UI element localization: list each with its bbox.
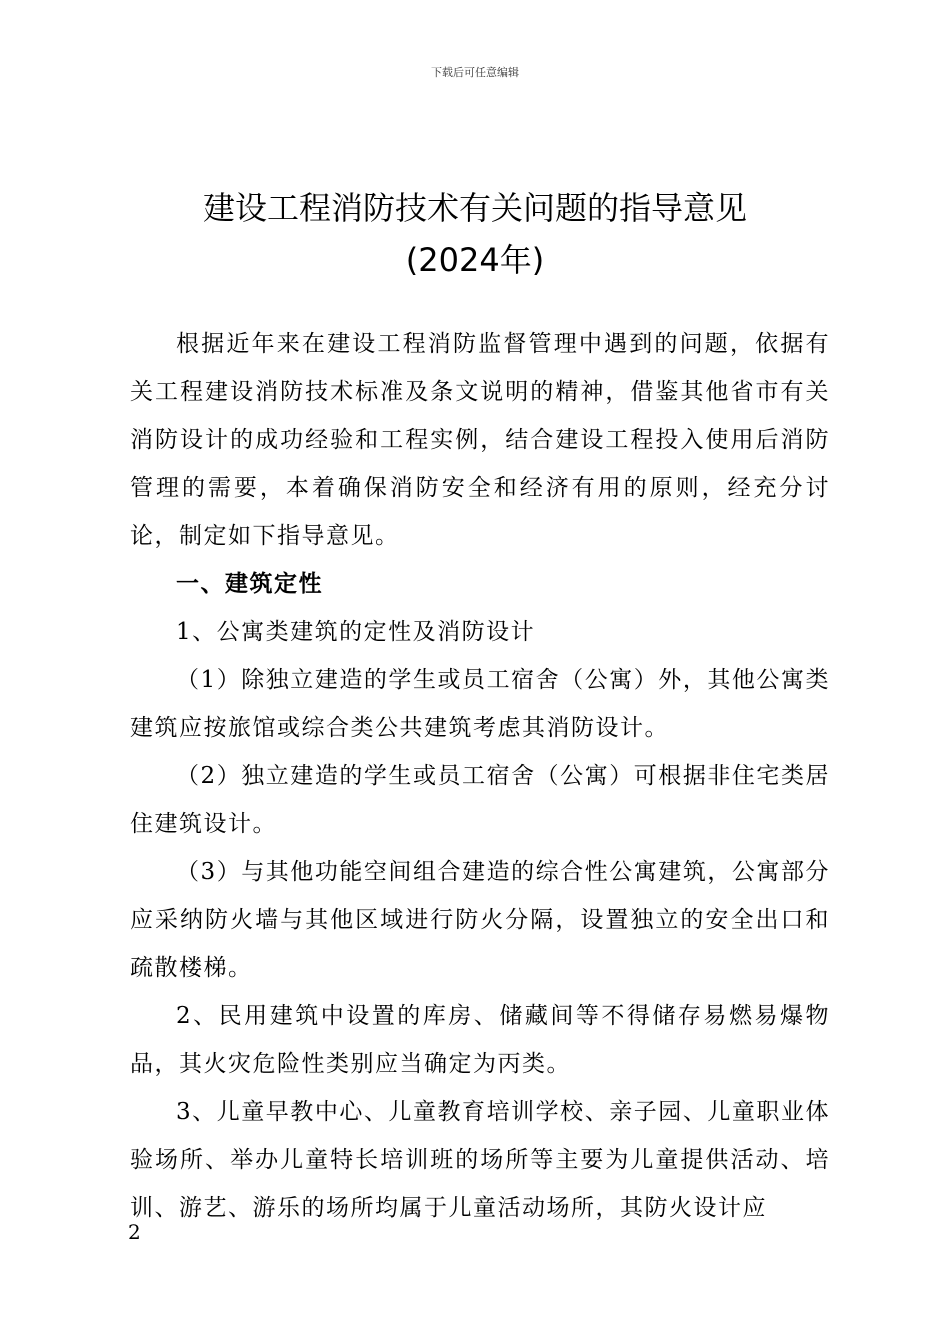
header-note: 下载后可任意编辑 [431, 66, 519, 79]
page-number: 2 [128, 1220, 141, 1244]
item-1-2-paragraph: （2）独立建造的学生或员工宿舍（公寓）可根据非住宅类居住建筑设计。 [130, 763, 830, 837]
section-heading: 一、建筑定性 [176, 571, 323, 597]
item-1-3-paragraph: （3）与其他功能空间组合建造的综合性公寓建筑，公寓部分应采纳防火墙与其他区域进行防火分隔，设置独立的安全出口和疏散楼梯。 [130, 859, 830, 981]
title-line-2: (2024年) [405, 241, 545, 279]
item-2-paragraph: 2、民用建筑中设置的库房、储藏间等不得储存易燃易爆物品，其火灾危险性类别应当确定为丙类。 [130, 1003, 830, 1077]
item-3-paragraph: 3、儿童早教中心、儿童教育培训学校、亲子园、儿童职业体验场所、举办儿童特长培训班的场所等主要为儿童提供活动、培训、游艺、游乐的场所均属于儿童活动场所，其防火设计应 [130, 1099, 830, 1221]
title-line-1: 建设工程消防技术有关问题的指导意见 [202, 189, 747, 227]
document-title [0, 182, 950, 286]
intro-paragraph: 根据近年来在建设工程消防监督管理中遇到的问题，依据有关工程建设消防技术标准及条文说明的精神，借鉴其他省市有关消防设计的成功经验和工程实例，结合建设工程投入使用后消防管理的需要，本着确保消防安全和经济有用的原则，经充分讨论，制定如下指导意见。 [130, 331, 830, 549]
document-body [130, 320, 830, 1232]
item-1-1-paragraph: （1）除独立建造的学生或员工宿舍（公寓）外，其他公寓类建筑应按旅馆或综合类公共建筑考虑其消防设计。 [130, 667, 830, 741]
item-1-paragraph: 1、公寓类建筑的定性及消防设计 [176, 619, 536, 645]
